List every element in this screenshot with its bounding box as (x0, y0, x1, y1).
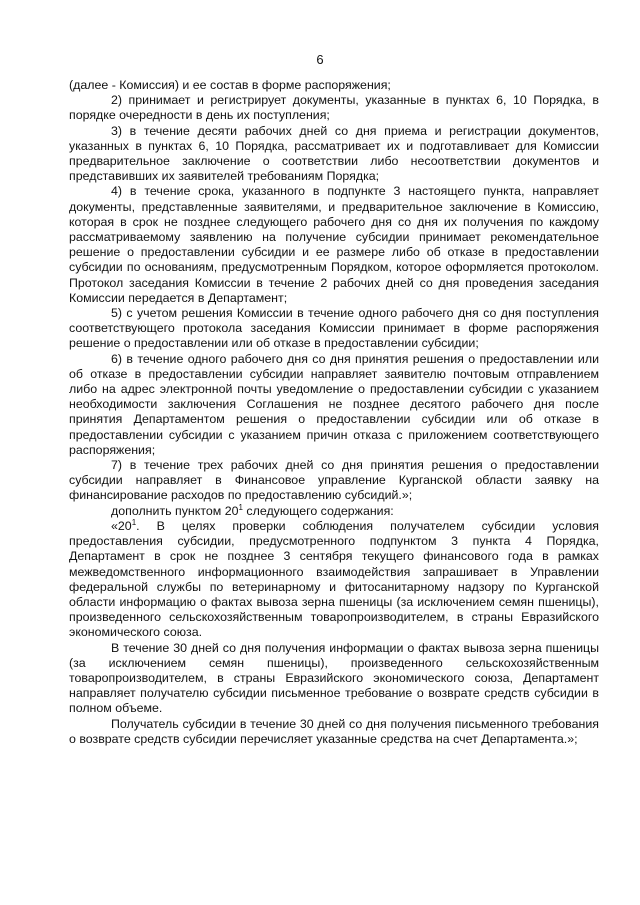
paragraph (69, 78, 599, 93)
superscript: 1 (131, 517, 137, 527)
paragraph-text: В течение 30 дней со дня получения информации о фактах вывоза зерна пшеницы (за исключением семян пшеницы), произведенного сельскохозяйственным товаропроизводителем, в страны Евразийского экономического союза, Департамент направляет получателю субсидии письменное требование о возврате средств субсидии в полном объеме. (69, 640, 599, 716)
paragraph-text: 3) в течение десяти рабочих дней со дня приема и регистрации документов, указанных в пунктах 6, 10 Порядка, рассматривает их и подготавливает для Комиссии предварительное заключение о соответствии либо несоответствии документов и представивших их заявителей требованиям Порядка; (69, 123, 599, 184)
paragraph (69, 641, 599, 717)
paragraph (69, 352, 599, 458)
superscript: 1 (238, 502, 243, 512)
paragraph-text: (далее - Комиссия) и ее состав в форме распоряжения; (69, 78, 391, 92)
document-body (69, 78, 599, 747)
paragraph (69, 458, 599, 504)
paragraph-text-continued: следующего содержания: (242, 503, 394, 518)
paragraph-text: «20 (111, 518, 132, 533)
paragraph-text: 6) в течение одного рабочего дня со дня принятия решения о предоставлении или об отказе в предоставлении субсидии направляет заявителю почтовым отправлением либо на адрес электронной почты уведомление о предоставлении субсидии с указанием необходимости заключения Соглашения не позднее десятого рабочего дня после принятия Департаментом решения о предоставлении субсидии или об отказе в предоставлении субсидии с указанием причин отказа с приложением соответствующего распоряжения; (69, 351, 599, 457)
paragraph (69, 124, 599, 185)
paragraph (69, 93, 599, 123)
paragraph-text: Получатель субсидии в течение 30 дней со дня получения письменного требования о возврате средств субсидии перечисляет указанные средства на счет Департамента.»; (69, 716, 599, 746)
paragraph-text: дополнить пунктом 20 (111, 503, 239, 518)
paragraph-text: 4) в течение срока, указанного в подпункте 3 настоящего пункта, направляет документы, представленные заявителями, и предварительное заключение в Комиссию, которая в срок не позднее следующего рабочего дня со дня их получения по каждому рассматриваемому заявлению на получение субсидии принимает рекомендательное решение о предоставлении субсидии и ее размере либо об отказе в предоставлении субсидии по основаниям, предусмотренным Порядком, которое оформляется протоколом. Протокол заседания Комиссии в течение 2 рабочих дней со дня проведения заседания Комиссии передается в Департамент; (69, 184, 599, 305)
paragraph (69, 504, 599, 519)
paragraph-text: 7) в течение трех рабочих дней со дня принятия решения о предоставлении субсидии направляет в Финансовое управление Курганской области заявку на финансирование расходов по предоставлению субсидий.»; (69, 458, 599, 503)
paragraph (69, 717, 599, 747)
paragraph (69, 519, 599, 641)
paragraph-text-continued: . В целях проверки соблюдения получателем субсидии условия предоставления субсидии, предусмотренного подпунктом 3 пункта 4 Порядка, Департамент в срок не позднее 3 сентября текущего финансового года в рамках межведомственного информационного взаимодействия запрашивает в Управлении федеральной службы по ветеринарному и фитосанитарному надзору по Курганской области информацию о фактах вывоза зерна пшеницы (за исключением семян пшеницы), произведенного сельскохозяйственным товаропроизводителем, в страны Евразийского экономического союза. (69, 518, 599, 640)
page-number: 6 (316, 52, 324, 67)
paragraph (69, 306, 599, 352)
paragraph-text: 5) с учетом решения Комиссии в течение одного рабочего дня со дня поступления соответствующего протокола заседания Комиссии принимает в форме распоряжения решение о предоставлении или об отказе в предоставлении субсидии; (69, 306, 599, 351)
paragraph (69, 184, 599, 306)
paragraph-text: 2) принимает и регистрирует документы, указанные в пунктах 6, 10 Порядка, в порядке очередности в день их поступления; (69, 93, 599, 123)
